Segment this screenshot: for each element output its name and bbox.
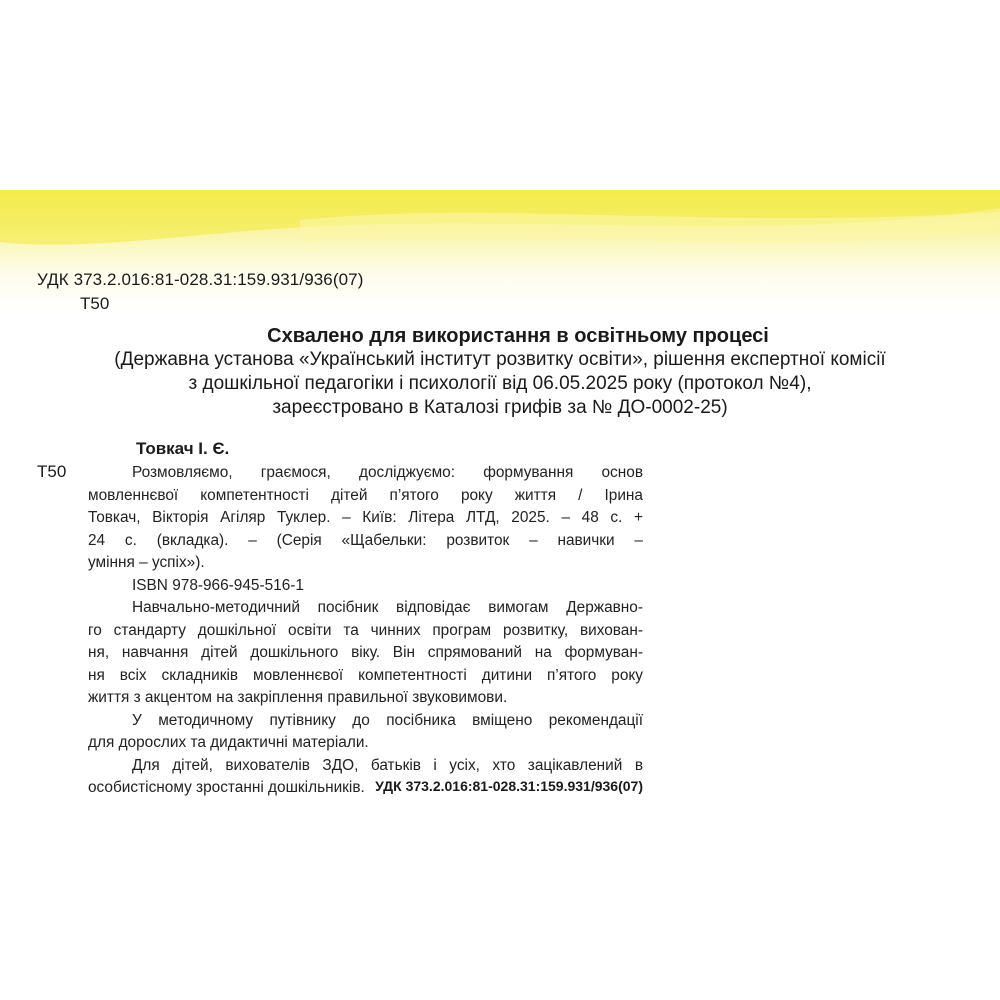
author-code-top: Т50 [80, 294, 110, 313]
bib-line: Товкач, Вікторія Агіляр Туклер. – Київ: Літера ЛТД, 2025. – 48 с. + [88, 509, 643, 526]
author-name: Товкач І. Є. [136, 439, 230, 458]
approval-block [0, 324, 1000, 420]
approval-line: зареєстровано в Каталозі грифів за № ДО-0002-25) [272, 397, 728, 418]
udk-code-top: УДК 373.2.016:81-028.31:159.931/936(07) [37, 270, 364, 289]
isbn: ISBN 978-966-945-516-1 [132, 576, 304, 594]
guide-line: У методичному путівнику до посібника вміщено рекомендації [132, 711, 643, 729]
bib-line: 24 с. (вкладка). – (Серія «Щабельки: розвиток – навички – [88, 531, 643, 549]
author-code-left: Т50 [37, 462, 67, 481]
udk-code-bottom: УДК 373.2.016:81-028.31:159.931/936(07) [375, 778, 643, 794]
approval-line: з дошкільної педагогіки і психології від 06.05.2025 року (протокол №4), [188, 373, 812, 394]
approval-line: (Державна установа «Український інститут розвитку освіти», рішення експертної комісії [114, 349, 886, 370]
bibliographic-description [88, 462, 643, 800]
bib-line: уміння – успіх»). [88, 554, 205, 571]
bib-line: мовленнєвої компетентності дітей п’ятого року життя / Ірина [88, 486, 643, 504]
annotation-line: го стандарту дошкільної освіти та чинних програм розвитку, вихован- [88, 621, 643, 639]
annotation-line: ня всіх складників мовленнєвої компетентності дитини п’ятого року [88, 666, 643, 684]
bib-line: Розмовляємо, граємося, досліджуємо: формування основ [132, 464, 643, 481]
annotation-line: ня, навчання дітей дошкільного віку. Він спрямований на формуван- [88, 644, 643, 661]
annotation-line: Навчально-методичний посібник відповідає вимогам Державно- [132, 599, 643, 616]
annotation-line: життя з акцентом на закріплення правильної звуковимови. [88, 689, 508, 706]
guide-line: для дорослих та дидактичні матеріали. [88, 734, 369, 751]
approval-title: Схвалено для використання в освітньому процесі [267, 325, 769, 347]
audience-line: Для дітей, вихователів ЗДО, батьків і усіх, хто зацікавлений в [132, 756, 643, 774]
audience-line: особистісному зростанні дошкільників. [88, 779, 365, 796]
